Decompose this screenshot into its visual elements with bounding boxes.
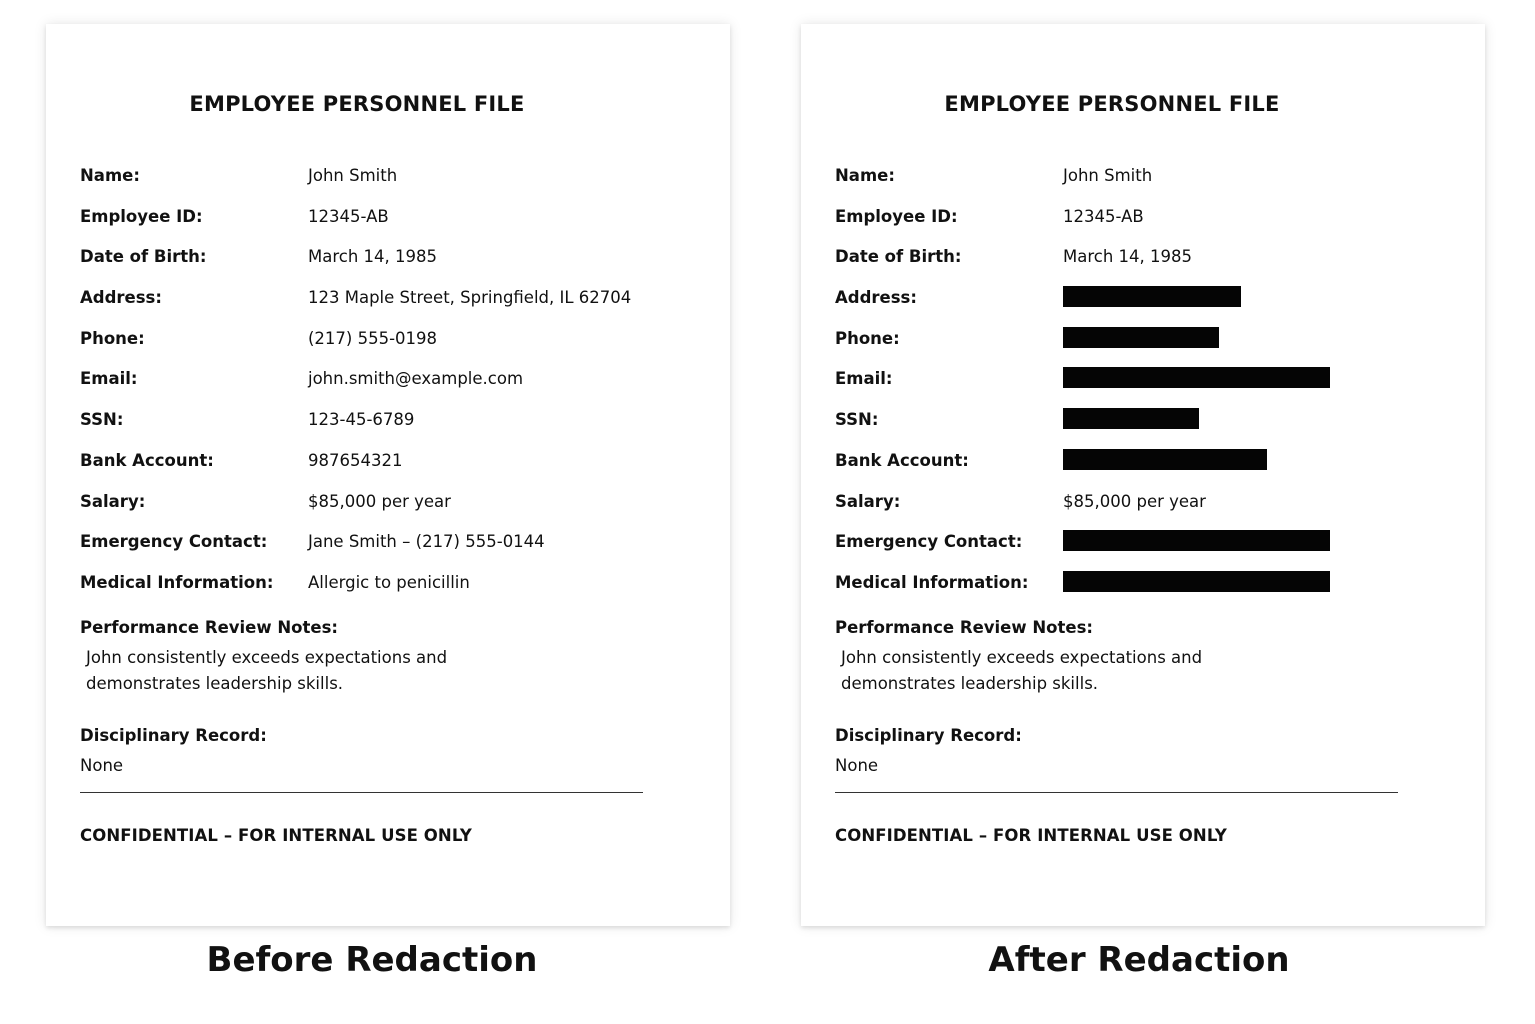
redaction-bar-medical-information bbox=[1063, 571, 1330, 592]
field-value: 12345-AB bbox=[1063, 206, 1144, 226]
redaction-bar-address bbox=[1063, 286, 1241, 307]
redaction-bar-emergency-contact bbox=[1063, 530, 1330, 551]
redaction-bar-phone bbox=[1063, 327, 1219, 348]
field-value: $85,000 per year bbox=[308, 491, 451, 511]
field-label: Phone: bbox=[835, 328, 900, 348]
confidential-footer: CONFIDENTIAL – FOR INTERNAL USE ONLY bbox=[80, 826, 472, 845]
field-label: Salary: bbox=[80, 491, 146, 511]
field-row-ssn bbox=[80, 408, 690, 449]
field-label: Email: bbox=[835, 369, 893, 389]
field-row-salary bbox=[835, 490, 1445, 531]
field-label: Emergency Contact: bbox=[80, 532, 268, 552]
field-row-medical-information bbox=[80, 571, 690, 612]
performance-review-text: John consistently exceeds expectations and demonstrates leadership skills. bbox=[841, 648, 1203, 693]
field-row-email bbox=[835, 367, 1445, 408]
field-row-employee-id bbox=[80, 205, 690, 246]
field-label: Email: bbox=[80, 369, 138, 389]
field-value: (217) 555-0198 bbox=[308, 328, 438, 348]
field-label: SSN: bbox=[80, 410, 124, 430]
field-row-date-of-birth bbox=[835, 245, 1445, 286]
field-value: Allergic to penicillin bbox=[308, 572, 470, 592]
field-label: SSN: bbox=[835, 410, 879, 430]
disciplinary-record-value: None bbox=[835, 756, 879, 775]
field-row-name bbox=[835, 164, 1445, 205]
field-row-bank-account bbox=[835, 449, 1445, 490]
field-label: Name: bbox=[80, 166, 140, 185]
field-value: Jane Smith – (217) 555-0144 bbox=[308, 532, 545, 552]
divider bbox=[80, 792, 643, 793]
field-row-address bbox=[80, 286, 690, 327]
field-value: $85,000 per year bbox=[1063, 491, 1206, 511]
field-label: Date of Birth: bbox=[80, 247, 207, 267]
field-row-emergency-contact bbox=[835, 530, 1445, 571]
field-value: John Smith bbox=[308, 166, 398, 185]
field-label: Bank Account: bbox=[80, 450, 214, 470]
field-label: Date of Birth: bbox=[835, 247, 962, 267]
field-row-emergency-contact bbox=[80, 530, 690, 571]
performance-review-text: John consistently exceeds expectations and demonstrates leadership skills. bbox=[86, 648, 448, 693]
field-label: Employee ID: bbox=[80, 206, 203, 226]
field-row-date-of-birth bbox=[80, 245, 690, 286]
field-value: john.smith@example.com bbox=[308, 369, 524, 389]
disciplinary-record-section bbox=[80, 724, 680, 778]
field-row-ssn bbox=[835, 408, 1445, 449]
field-value: 123-45-6789 bbox=[308, 410, 415, 430]
caption-before-redaction: Before Redaction bbox=[206, 940, 538, 980]
field-value: 12345-AB bbox=[308, 206, 389, 226]
performance-review-section bbox=[835, 616, 1435, 697]
confidential-footer: CONFIDENTIAL – FOR INTERNAL USE ONLY bbox=[835, 826, 1227, 845]
field-row-address bbox=[835, 286, 1445, 327]
field-row-salary bbox=[80, 490, 690, 531]
field-label: Medical Information: bbox=[80, 572, 274, 592]
performance-review-label: Performance Review Notes: bbox=[80, 618, 338, 637]
document-before-redaction bbox=[46, 24, 730, 926]
redaction-bar-bank-account bbox=[1063, 449, 1267, 470]
field-row-phone bbox=[80, 327, 690, 368]
field-list bbox=[80, 164, 690, 612]
field-row-name bbox=[80, 164, 690, 205]
field-label: Medical Information: bbox=[835, 572, 1029, 592]
divider bbox=[835, 792, 1398, 793]
field-value: 987654321 bbox=[308, 450, 403, 470]
document-after-redaction bbox=[801, 24, 1485, 926]
field-label: Salary: bbox=[835, 491, 901, 511]
redaction-bar-email bbox=[1063, 367, 1330, 388]
field-row-medical-information bbox=[835, 571, 1445, 612]
field-list bbox=[835, 164, 1445, 612]
field-value: March 14, 1985 bbox=[308, 247, 438, 267]
disciplinary-record-value: None bbox=[80, 756, 124, 775]
field-row-employee-id bbox=[835, 205, 1445, 246]
field-label: Emergency Contact: bbox=[835, 532, 1023, 552]
field-row-phone bbox=[835, 327, 1445, 368]
performance-review-label: Performance Review Notes: bbox=[835, 618, 1093, 637]
field-label: Address: bbox=[80, 288, 162, 308]
field-value: 123 Maple Street, Springfield, IL 62704 bbox=[308, 288, 632, 308]
field-label: Name: bbox=[835, 166, 895, 185]
field-label: Bank Account: bbox=[835, 450, 969, 470]
field-row-bank-account bbox=[80, 449, 690, 490]
field-label: Employee ID: bbox=[835, 206, 958, 226]
disciplinary-record-label: Disciplinary Record: bbox=[80, 726, 267, 745]
field-row-email bbox=[80, 367, 690, 408]
field-label: Phone: bbox=[80, 328, 145, 348]
field-value: John Smith bbox=[1063, 166, 1153, 185]
document-title: EMPLOYEE PERSONNEL FILE bbox=[944, 92, 1280, 116]
redaction-bar-ssn bbox=[1063, 408, 1199, 429]
field-label: Address: bbox=[835, 288, 917, 308]
document-title: EMPLOYEE PERSONNEL FILE bbox=[189, 92, 525, 116]
disciplinary-record-section bbox=[835, 724, 1435, 778]
caption-after-redaction: After Redaction bbox=[988, 940, 1290, 980]
field-value: March 14, 1985 bbox=[1063, 247, 1193, 267]
disciplinary-record-label: Disciplinary Record: bbox=[835, 726, 1022, 745]
performance-review-section bbox=[80, 616, 680, 697]
